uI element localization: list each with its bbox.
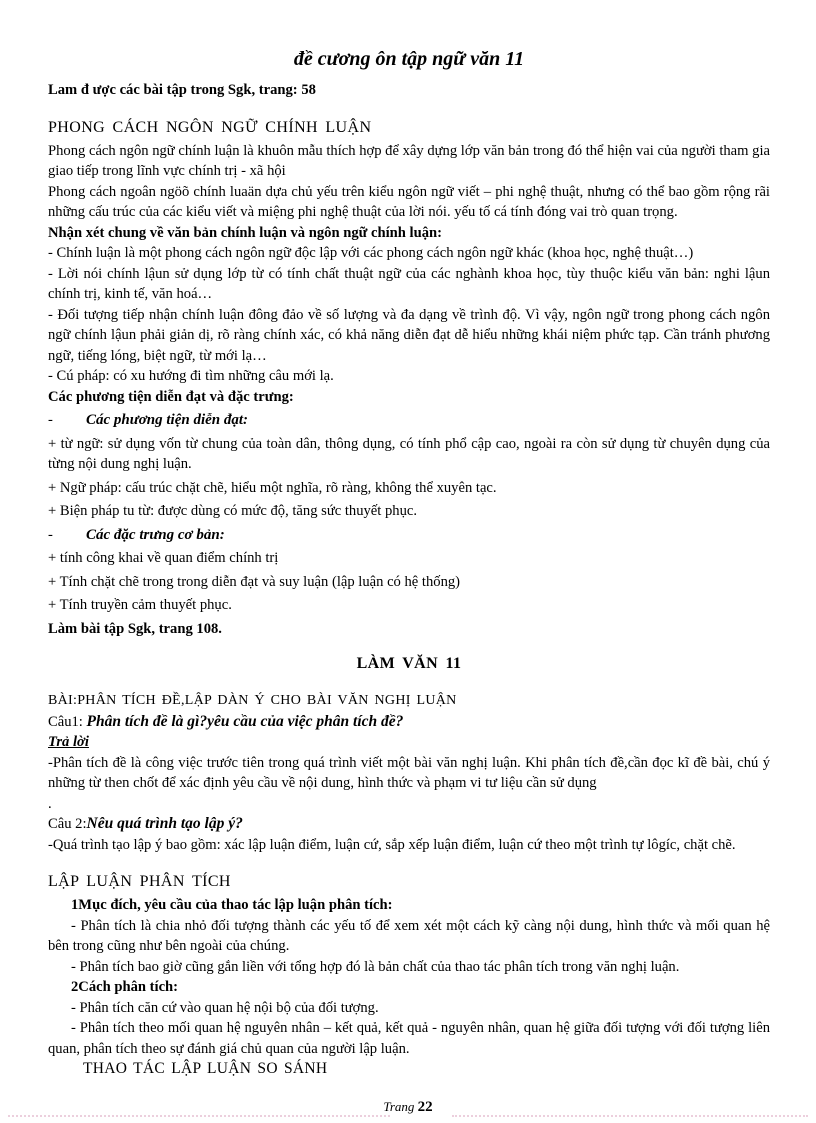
bullet-item: - Lời nói chính lậun sử dụng lớp từ có tính chất thuật ngữ của các nghành khoa học, tùy thuộc kiểu văn bản: nghi lậun chính trị, kinh tế, văn hoá… — [48, 265, 770, 302]
dash-subitem-dien-dat — [48, 410, 770, 431]
question-prefix: Câu1: — [48, 713, 83, 730]
section-heading-lam-van: LÀM VĂN 11 — [356, 655, 462, 672]
question-prefix: Câu 2: — [48, 816, 87, 832]
dash-subitem-label: Các phương tiện diễn đạt: — [86, 412, 249, 428]
paragraph: Phong cách ngôn ngữ chính luận là khuôn mẫu thích hợp để xây dựng lớp văn bản trong đó thể hiện vai của người tham gia giao tiếp trong lĩnh vực chính trị - xã hội — [48, 142, 770, 179]
footer-dotted-divider-left — [8, 1115, 390, 1117]
section-heading-phong-cach: PHONG CÁCH NGÔN NGỮ CHÍNH LUẬN — [48, 118, 372, 136]
bullet-item: - Cú pháp: có xu hướng đi tìm những câu mới lạ. — [48, 368, 334, 384]
paragraph: Phong cách ngoân ngöõ chính luaän dựa chủ yếu trên kiểu ngôn ngữ viết – phi nghệ thuật, nhưng có thể bao gồm rộng rãi những cấu trúc của các kiểu viết và miệng phi nghệ thuật của lời nói. yếu tố cá tính đóng vai trò quan trọng. — [48, 183, 770, 220]
bullet-item: - Phân tích bao giờ cũng gắn liền với tổng hợp đó là bản chất của thao tác phân tích trong văn nghị luận. — [71, 958, 680, 975]
plus-item: + Tính chặt chẽ trong trong diễn đạt và suy luận (lập luận có hệ thống) — [48, 573, 461, 590]
stray-period: . — [48, 795, 52, 812]
footer-dotted-divider-right — [452, 1115, 808, 1117]
question-text: Phân tích đề là gì?yêu cầu của việc phân tích đề? — [86, 712, 404, 730]
bullet-item: - Phân tích căn cứ vào quan hệ nội bộ của đối tượng. — [71, 999, 379, 1016]
dash-subitem-dac-trung — [48, 525, 770, 546]
dash-subitem-label: Các đặc trưng cơ bản: — [86, 526, 225, 543]
dash-marker: - — [48, 526, 53, 543]
homework-note: Làm bài tập Sgk, trang 108. — [48, 620, 222, 637]
plus-item: + Biện pháp tu từ: được dùng có mức độ, tăng sức thuyết phục. — [48, 503, 417, 519]
bullet-item: - Đối tượng tiếp nhận chính luận đông đảo về số lượng và đa dạng về trình độ. Vì vậy, ngôn ngữ trong phong cách ngôn ngữ chính lậun phải giản dị, rõ ràng chính xác, có khả năng diễn đạt dễ hiểu những khái niệm phức tạp. Cần tránh phương ngữ, tiếng lóng, biệt ngữ, từ mới lạ… — [48, 306, 770, 364]
answer-label: Trả lời — [48, 734, 89, 750]
bullet-item: - Phân tích là chia nhỏ đối tượng thành các yếu tố để xem xét một cách kỹ càng nội dung, hình thức và mối quan hệ bên trong cũng như bên ngoài của chúng. — [48, 917, 770, 954]
question-1 — [48, 712, 770, 733]
question-text: Nêu quá trình tạo lập ý? — [86, 815, 243, 832]
plus-item: + Ngữ pháp: cấu trúc chặt chẽ, hiểu một nghĩa, rõ ràng, không thể xuyên tạc. — [48, 479, 497, 496]
subheading-cach-phan-tich: 2Cách phân tích: — [71, 979, 179, 995]
bullet-item: - Chính luận là một phong cách ngôn ngữ độc lập với các phong cách ngôn ngữ khác (khoa học, nghệ thuật…) — [48, 245, 694, 261]
document-title: đề cương ôn tập ngữ văn 11 — [293, 48, 525, 70]
subheading-muc-dich: 1Mục đích, yêu cầu của thao tác lập luận phân tích: — [71, 897, 393, 913]
section-heading-thao-tac: THAO TÁC LẬP LUẬN SO SÁNH — [83, 1060, 328, 1077]
dash-marker: - — [48, 412, 53, 428]
bullet-item: - Phân tích theo mối quan hệ nguyên nhân – kết quả, kết quả - nguyên nhân, quan hệ giữa đối tượng với đối tượng liên quan, phân tích theo sự đánh giá chủ quan của người lập luận. — [48, 1020, 770, 1057]
subheading-phuong-tien: Các phương tiện diễn đạt và đặc trưng: — [48, 388, 294, 405]
question-2 — [48, 814, 770, 835]
answer-2: -Quá trình tạo lập ý bao gồm: xác lập luận điểm, luận cứ, sắp xếp luận điểm, luận cứ theo một trình tự lôgíc, chặt chẽ. — [48, 836, 736, 853]
plus-item: + Tính truyền cảm thuyết phục. — [48, 597, 232, 613]
section-heading-lap-luan: LẬP LUẬN PHÂN TÍCH — [48, 873, 231, 890]
lesson-title: BÀI:PHÂN TÍCH ĐỀ,LẬP DÀN Ý CHO BÀI VĂN NGHỊ LUẬN — [48, 693, 457, 708]
plus-item: + tính công khai về quan điểm chính trị — [48, 550, 279, 566]
footer-page-number: 22 — [417, 1099, 433, 1115]
plus-item: + từ ngữ: sử dụng vốn từ chung của toàn dân, thông dụng, có tính phổ cập cao, ngoài ra còn sử dụng từ chuyên dụng của từng nội dung nghị luận. — [48, 435, 770, 472]
task-note: Lam đ ược các bài tập trong Sgk, trang: 58 — [48, 82, 316, 98]
answer-1: -Phân tích đề là công việc trước tiên trong quá trình viết một bài văn nghị luận. Khi phân tích đề,cần đọc kĩ đề bài, chú ý những từ then chốt để xác định yêu cầu về nội dung, hình thức và phạm vi tư liệu cần sử dụng — [48, 754, 770, 791]
footer-label: Trang — [383, 1099, 415, 1114]
subheading-nhan-xet: Nhận xét chung về văn bản chính luận và ngôn ngữ chính luận: — [48, 224, 443, 241]
